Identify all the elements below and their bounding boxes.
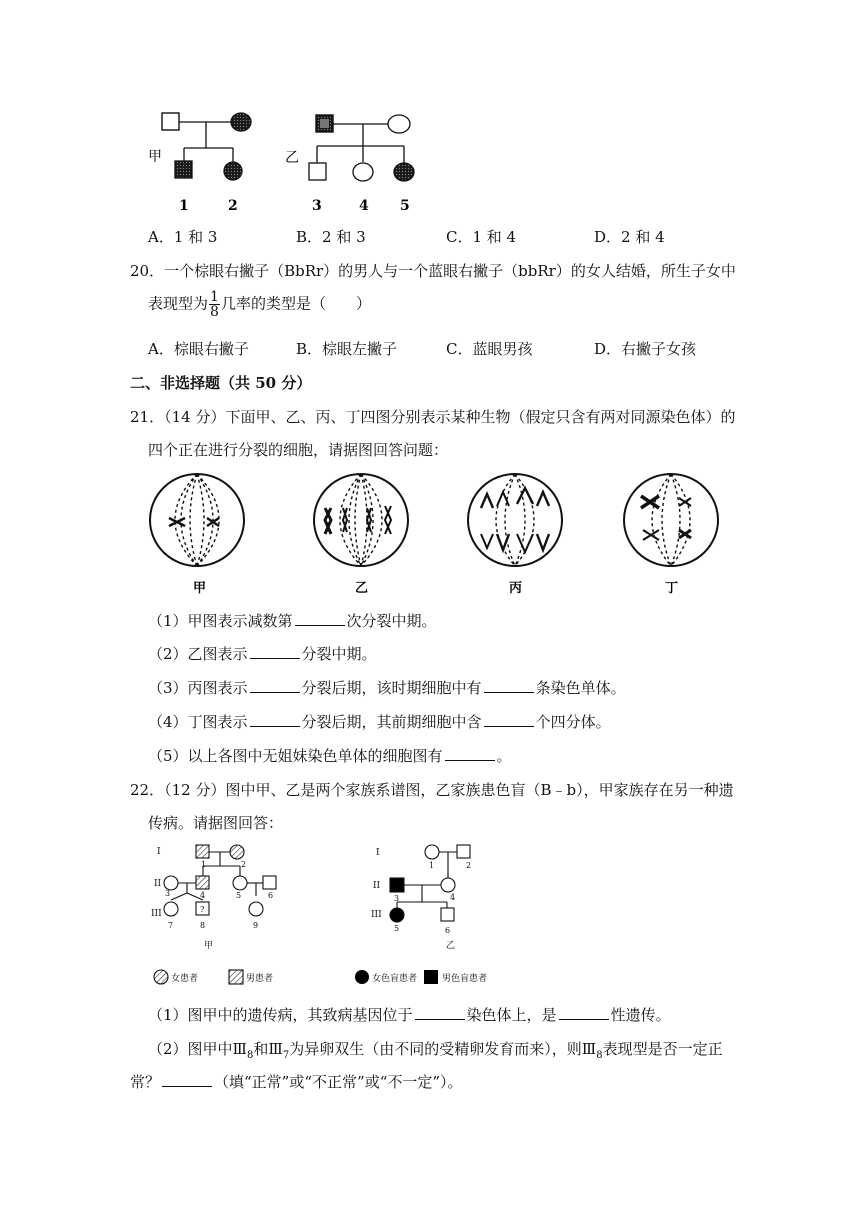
cell-jia xyxy=(150,474,244,566)
svg-text:女患者: 女患者 xyxy=(171,974,199,984)
q21-sub3: （3）丙图表示 分裂后期，该时期细胞中有 条染色单体。 xyxy=(148,679,626,697)
q21-sub4: （4）丁图表示 分裂后期，其前期细胞中含 个四分体。 xyxy=(148,713,611,731)
q20-option-a: A．棕眼右撇子 xyxy=(148,340,249,358)
jia-child-1-square xyxy=(175,161,192,178)
yi-child-4-circle xyxy=(353,163,373,181)
q21-line2: 四个正在进行分裂的细胞，请据图回答问题： xyxy=(148,441,449,459)
cell-division-figure xyxy=(145,468,725,596)
answer-blank[interactable] xyxy=(559,1005,609,1020)
jia-father-square xyxy=(162,113,179,130)
cell-label-jia: 甲 xyxy=(193,581,207,596)
jia-child-2-circle xyxy=(224,162,242,180)
svg-text:3: 3 xyxy=(165,889,171,898)
q21-sub1: （1）甲图表示减数第 次分裂中期。 xyxy=(148,612,437,630)
q20-line1: 20．一个棕眼右撇子（BbRr）的男人与一个蓝眼右撇子（bbRr）的女人结婚，所生子女中 xyxy=(130,262,736,280)
svg-text:2: 2 xyxy=(241,860,247,869)
legend-male-affected-icon xyxy=(229,970,243,984)
svg-text:?: ? xyxy=(200,905,205,914)
answer-blank[interactable] xyxy=(445,746,495,761)
legend-female-affected-icon xyxy=(154,970,168,984)
jia-label: 甲 xyxy=(148,149,162,165)
svg-text:4: 4 xyxy=(200,891,206,900)
yi-child-5-circle xyxy=(394,163,414,181)
q21-sub5: （5）以上各图中无姐妹染色单体的细胞图有 。 xyxy=(148,747,512,765)
answer-blank[interactable] xyxy=(250,678,300,693)
num-5: 5 xyxy=(400,198,410,214)
pedigree-yi xyxy=(368,840,498,940)
legend-male-cb-icon xyxy=(424,970,438,984)
legend xyxy=(150,966,530,988)
q21-line1: 21．（14 分）下面甲、乙、丙、丁四图分别表示某种生物（假定只含有两对同源染色体）的 xyxy=(130,408,736,426)
q21-sub2: （2）乙图表示 分裂中期。 xyxy=(148,645,377,663)
legend-female-cb-icon xyxy=(355,970,369,984)
svg-text:5: 5 xyxy=(236,891,242,900)
cell-ding xyxy=(624,474,718,566)
pedigree-jia xyxy=(148,838,298,953)
cell-label-yi: 乙 xyxy=(355,581,369,596)
jia-mother-circle xyxy=(231,113,251,131)
svg-text:4: 4 xyxy=(450,893,456,902)
cell-bing xyxy=(468,474,562,566)
answer-blank[interactable] xyxy=(250,644,300,659)
num-3: 3 xyxy=(312,198,322,214)
num-4: 4 xyxy=(359,198,369,214)
q19-pedigree-figure xyxy=(140,104,430,216)
q20-option-c: C．蓝眼男孩 xyxy=(446,340,533,358)
answer-blank[interactable] xyxy=(250,712,300,727)
num-1: 1 xyxy=(179,198,189,214)
fraction: $\frac{1}{8}$ xyxy=(210,289,219,320)
q19-option-c: C．1 和 4 xyxy=(446,228,517,246)
svg-text:II: II xyxy=(373,881,381,891)
answer-blank[interactable] xyxy=(484,712,534,727)
gen-I: I xyxy=(157,847,161,857)
yi-pedigree-label: 乙 xyxy=(446,941,456,951)
svg-text:3: 3 xyxy=(394,894,400,903)
answer-blank[interactable] xyxy=(484,678,534,693)
cell-label-ding: 丁 xyxy=(665,581,679,596)
gen-II: II xyxy=(154,879,162,889)
svg-text:男患者: 男患者 xyxy=(246,974,274,984)
svg-text:8: 8 xyxy=(200,921,206,930)
svg-text:III: III xyxy=(371,910,382,920)
q22-sub2: （2）图甲中$Ⅲ_8$和$Ⅲ_7$为异卵双生（由不同的受精卵发育而来），则$Ⅲ_8$表现型是否一定正 xyxy=(148,1040,723,1061)
q22-line1: 22．（12 分）图中甲、乙是两个家族系谱图，乙家族患色盲（B﹣b），甲家族存在另一种遗 xyxy=(130,781,734,799)
q19-option-a: A．1 和 3 xyxy=(148,228,218,246)
answer-blank[interactable] xyxy=(295,611,345,626)
svg-text:7: 7 xyxy=(168,921,174,930)
svg-text:6: 6 xyxy=(445,926,451,935)
svg-text:1: 1 xyxy=(201,860,207,869)
yi-mother-circle xyxy=(388,115,410,133)
svg-text:6: 6 xyxy=(268,891,274,900)
cell-yi xyxy=(314,474,408,566)
q22-line2: 传病。请据图回答： xyxy=(148,814,284,832)
jia-pedigree-label: 甲 xyxy=(204,941,214,951)
answer-blank[interactable] xyxy=(162,1072,212,1087)
svg-text:2: 2 xyxy=(466,861,472,870)
gen-III: III xyxy=(151,909,162,919)
q20-line2: 表现型为 $\frac{1}{8}$ 几率的类型是（ ） xyxy=(148,289,371,320)
q22-sub2-line2: 常？ （填“正常”或“不正常”或“不一定”）。 xyxy=(130,1073,463,1091)
num-2: 2 xyxy=(228,198,238,214)
yi-label: 乙 xyxy=(285,150,299,166)
cell-label-bing: 丙 xyxy=(509,581,523,596)
svg-text:5: 5 xyxy=(394,924,400,933)
svg-text:9: 9 xyxy=(253,921,259,930)
yi-child-3-square xyxy=(309,163,326,180)
q20-option-b: B．棕眼左撇子 xyxy=(296,340,398,358)
q20-option-d: D．右撇子女孩 xyxy=(594,340,697,358)
svg-text:I: I xyxy=(376,848,380,858)
svg-text:男色盲患者: 男色盲患者 xyxy=(442,974,488,984)
q19-option-d: D．2 和 4 xyxy=(594,228,665,246)
q19-option-b: B．2 和 3 xyxy=(296,228,366,246)
svg-text:1: 1 xyxy=(429,861,435,870)
section-heading: 二、非选择题（共 50 分） xyxy=(130,374,312,392)
svg-text:女色盲患者: 女色盲患者 xyxy=(372,974,418,984)
answer-blank[interactable] xyxy=(415,1005,465,1020)
q22-sub1: （1）图甲中的遗传病，其致病基因位于 染色体上，是 性遗传。 xyxy=(148,1006,671,1024)
